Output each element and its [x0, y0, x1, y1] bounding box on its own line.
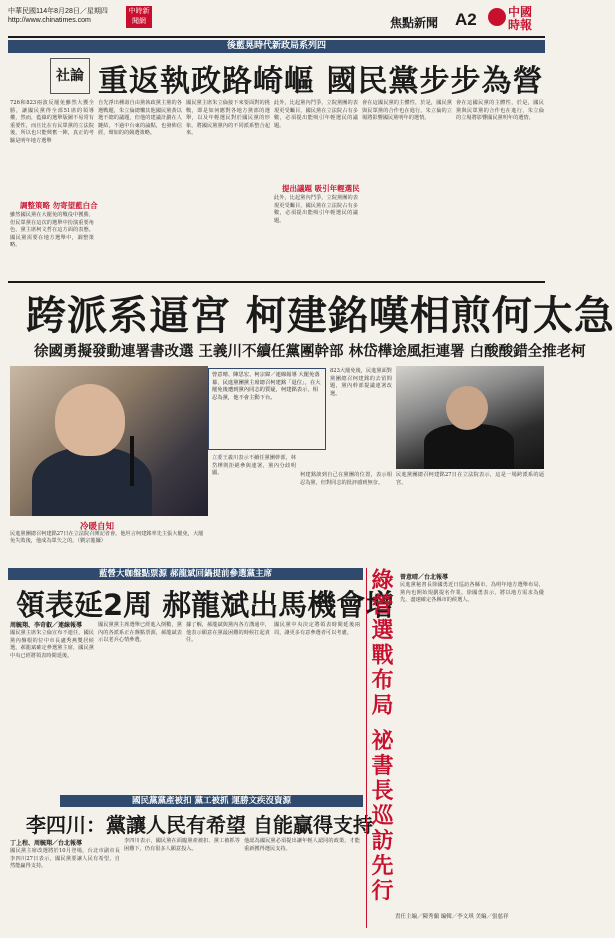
issue-date: 中華民國114年8月28日／星期四: [8, 8, 108, 15]
editorial-column-icon: 社論: [50, 58, 90, 94]
story1-column-6: 會在這國民黨的主體性，於是，國民黨與民眾黨的合作也在進行，朱立倫的立場將影響國民黨明年的選情。: [456, 100, 544, 122]
section-title: 焦點新聞: [390, 16, 439, 30]
microphone-icon: [130, 436, 134, 486]
story2-divider: [8, 281, 545, 283]
story3-column-1: 國民黨主席朱立倫宣布不連任，國民黨內盤根的位中市長盧秀燕雙居候選，郝龍斌確定參選黨主席，國民黨中央已經將領表時間延後。: [10, 630, 94, 659]
story1-column-3: 國民黨主席朱立倫接下來要面對的挑戰，即是如何應對各地方黨部的選舉，以及年輕選民對於國民黨的形象。將國民黨黨內的不同派系整合起來。: [186, 100, 270, 137]
story3-column-4: 國民黨中央決定將領表時間延後兩周，讓更多有意參選者可以考慮。: [274, 622, 360, 636]
story3-headline: 領表延2周 郝龍斌出馬機會增: [16, 588, 395, 622]
brand-circle-icon: [488, 8, 506, 26]
photo-caption: 民進黨團總召柯建銘27日在立法院召開記者會。他坦言柯建銘率先主張大罷免，大罷免失敗後，他成為眾矢之的。（劉宗龍攝）: [10, 531, 204, 545]
header-divider: [8, 36, 545, 38]
page-header: [8, 6, 545, 36]
story4-byline: 丁上程、周毓翔／台北報導: [10, 840, 83, 847]
story1-headline: 重返執政路崎嶇 國民黨步步為營: [98, 64, 544, 99]
photo2-figure-head: [446, 386, 488, 430]
vertical-story-body: 民進黨秘書長徐國勇近日巡訪各縣市，為明年地方選舉布局，黨內也開始規劃提名作業。徐國勇表示，將以地方需求為優先，盡速確定各縣市的候選人。: [400, 582, 544, 604]
story1-column-4: 此外，比起黨內鬥爭，立院黨團的表現更受矚目，國民黨在立法院占有多數，必須提出能吸引年輕選民的議題。: [274, 100, 358, 129]
site-url[interactable]: http://www.chinatimes.com: [8, 17, 91, 24]
legislator-press-photo: [10, 366, 208, 516]
vertical-story-byline: 曾意晴／台北報導: [400, 574, 449, 581]
story1-column-5: 會在這國民黨的主體性，於是，國民黨與民眾黨的合作也在進行，朱立倫的立場將影響國民黨明年的選情。: [362, 100, 452, 122]
story1-column-4b: 此外，比起黨內鬥爭，立院黨團的表現更受矚目，國民黨在立法院占有多數，必須提出能吸引年輕選民的議題。: [274, 195, 358, 224]
page-credits: 責任主編／陳秀蘭 編輯／李文琪 美編／張慈祥: [395, 914, 509, 920]
photo-figure-body: [32, 446, 152, 516]
story4-kicker: 國民黨黨產被扣 黨工被抓 運勝文疾沒資源: [60, 795, 363, 807]
masthead-logo: [488, 6, 546, 36]
story4-column-3: 他認為國民黨必須提出讓年輕人認同的政策，才能重新獲得選民支持。: [244, 838, 360, 852]
story2-column-2: 立委王義川表示不續任黨團幹部，林岱樺則拒絕參與連署，黨內分歧明顯。: [212, 455, 296, 477]
photo2-figure-body: [424, 424, 514, 469]
brand-name: 中國時報: [508, 5, 533, 32]
story4-column-1: 國民黨主席改選將於10月登場，台北市副市長李四川27日表示，國民黨要讓人民有希望，自然能贏得支持。: [10, 848, 120, 870]
photo-caption-title: 冷暖自知: [80, 522, 115, 532]
story2-column-3: 柯建銘談到自己在黨團的位置，表示相忍為黨，但對同志的批評感到無奈。: [300, 472, 392, 486]
story1-subhead-2: 提出議題 吸引年輕選民: [282, 184, 360, 193]
story4-column-2: 李四川表示，國民黨在面臨黨產被扣、黨工被抓等困難下，仍有很多人願意投入。: [124, 838, 240, 852]
story1-column-1: 726和823兩波反罷免雖然大獲全勝，讓國民黨得全部51席的領導權，然而，藍綠的選舉版圖不易常有重要性，而且比在有民眾黨的立法院後，所以也只能興奮一陣，真正的考驗是明年地方選舉: [10, 100, 94, 144]
story2-headline: 跨派系逼宮 柯建銘嘆相煎何太急: [26, 293, 615, 339]
news-network-logo: 中時新聞網: [126, 6, 152, 28]
photo-figure-head: [55, 384, 125, 456]
story4-headline: [26, 809, 373, 838]
story3-kicker: 藍營大咖盤點票源 郝龍斌回鍋提前參選黨主席: [8, 568, 363, 580]
story1-subhead-1: 調整策略 勿寄望藍白合: [20, 201, 98, 210]
vertical-story-headline: 綠營選戰布局 祕書長巡訪先行: [368, 568, 393, 904]
story4-headline-prefix: 李四川：: [26, 813, 106, 837]
story2-column-4: 民進黨團總召柯建銘27日在立法院表示，這是一場跨派系的逼宮。: [396, 472, 544, 486]
story2-lede-box: 曾意晴、陳思宏、柯宗緯／連線報導 大罷免落幕，民進黨團黨主席總召柯建銘「退位」，在大罷免後遭到黨內同志的質疑，柯建銘表示，相忍為黨，他不會主動下台。: [208, 368, 326, 450]
story4-headline-text: 黨讓人民有希望 自能贏得支持: [106, 813, 373, 837]
legislator-portrait-photo: [396, 366, 544, 469]
story1-kicker: 後藍晃時代新政局系列四: [8, 40, 545, 53]
story1-column-2: 自先淨出種壽自由黨執政黨主黨的各選戰題，朱立倫總懶其他國民黨黃以選不總的議題，但他的建議計劃在人鏈結，不過中台東的論點，也發佈信經，聲如的的競選策略。: [98, 100, 182, 137]
story1-column-1b: 雖然國民黨在大罷免的戰役中獲勝，但民眾黨在這次的選舉中扮演重要角色，黨主席柯文哲在這方面的表態。國民黨需要在地方選舉中，調整策略。: [10, 212, 94, 249]
story3-column-3: 據了解，郝龍斌與黨內各方溝通中，他表示願意在黨最困難的時候扛起責任。: [186, 622, 270, 644]
page-number: A2: [455, 10, 477, 29]
story3-byline: 周毓翔、李奇叡／連線報導: [10, 622, 83, 629]
story2-subheadline: 徐國勇擬發動連署書改選 王義川不續任黨團幹部 林岱樺途風拒連署 白酸酸錯全推老柯: [34, 344, 586, 360]
story2-column-1: 823大罷免後，民進黨面對黨團總召柯建銘的去留問題，黨內幹部提議連署改選。: [330, 368, 392, 397]
story3-column-2: 國民黨黨主席選舉已經進入倒數，黨內的各派系正在盤點票源，郝龍斌表示以老兵心情參選。: [98, 622, 182, 644]
